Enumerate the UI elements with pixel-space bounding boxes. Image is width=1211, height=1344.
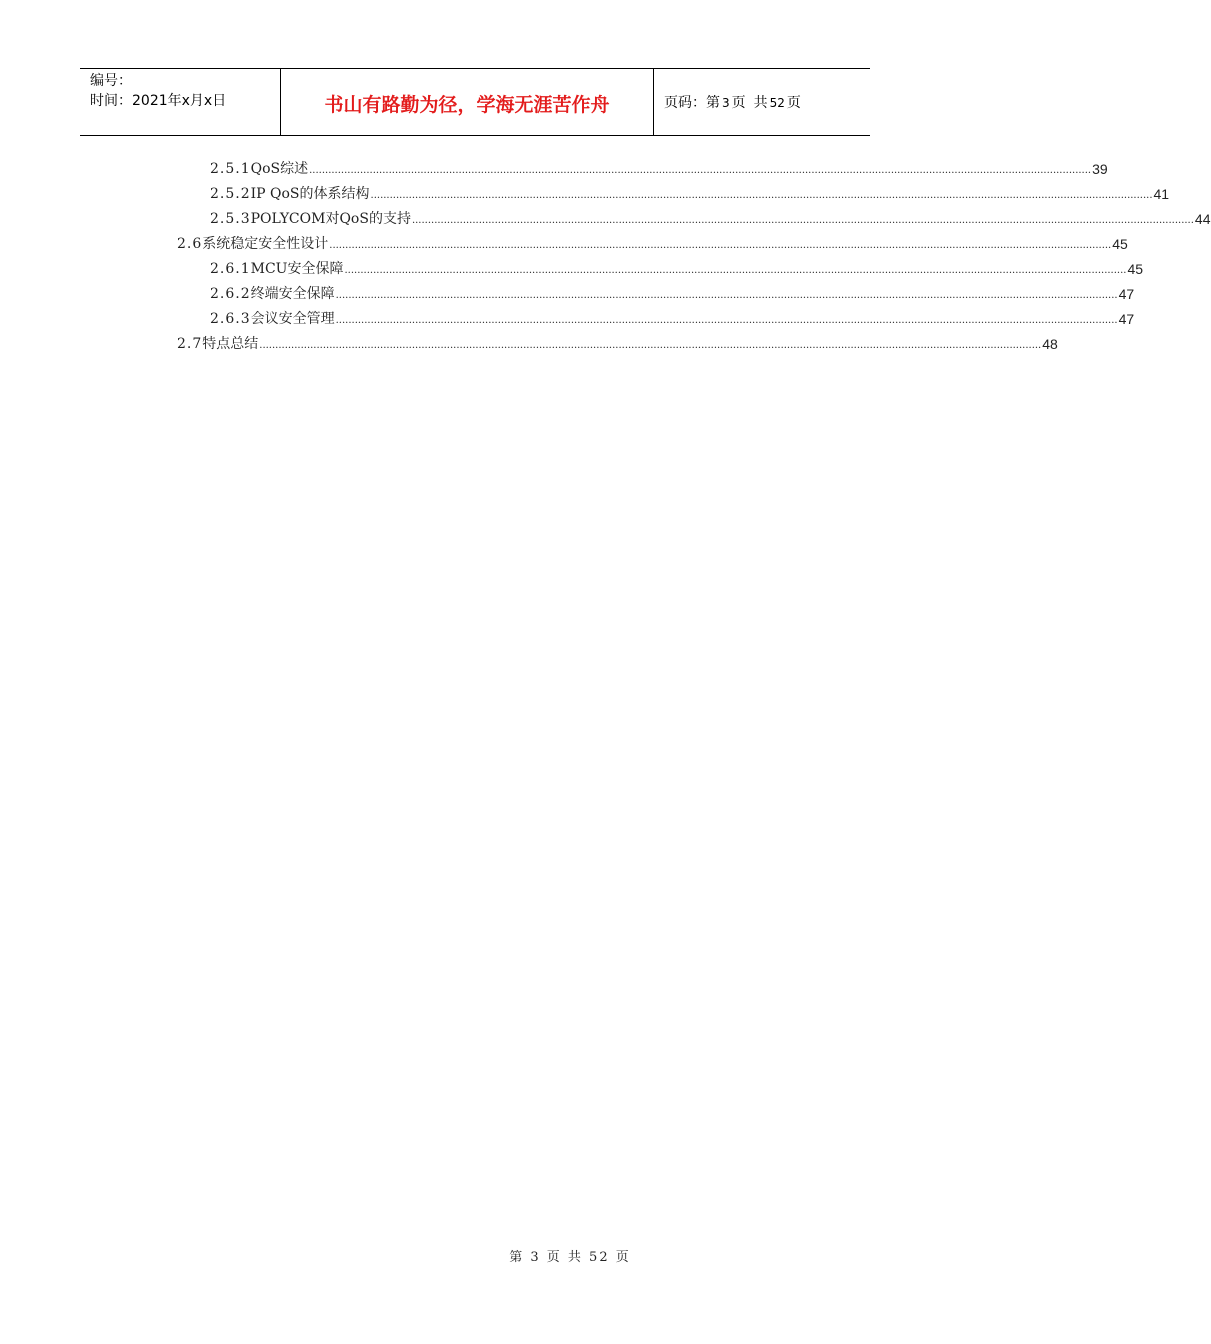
toc-page: 45 bbox=[1127, 261, 1144, 277]
toc-title: POLYCOM对QoS的支持 bbox=[250, 211, 411, 227]
toc-page: 47 bbox=[1118, 311, 1135, 327]
header-page-cell bbox=[654, 69, 870, 135]
toc-leader: ...................................................................................................................................................................................................................................................... bbox=[370, 190, 1153, 201]
toc-entry[interactable] bbox=[210, 183, 1170, 205]
toc-leader: ...................................................................................................................................................................................................................................................... bbox=[335, 315, 1118, 326]
toc-leader: ...................................................................................................................................................................................................................................................... bbox=[309, 165, 1092, 176]
toc-entry[interactable] bbox=[210, 283, 1135, 305]
toc-entry[interactable] bbox=[210, 308, 1135, 330]
toc-page: 41 bbox=[1153, 186, 1170, 202]
toc-page: 39 bbox=[1092, 161, 1108, 177]
toc-page: 47 bbox=[1118, 286, 1135, 302]
toc-entry[interactable] bbox=[177, 333, 1058, 355]
header-motto-cell bbox=[281, 69, 654, 135]
toc-title: 会议安全管理 bbox=[250, 311, 335, 327]
toc-title: IP QoS的体系结构 bbox=[250, 186, 370, 202]
page-suffix: 页 bbox=[786, 95, 801, 111]
toc-title: 终端安全保障 bbox=[250, 286, 335, 302]
toc-leader: ...................................................................................................................................................................................................................................................... bbox=[259, 340, 1042, 351]
toc-number: 2.6 bbox=[177, 236, 203, 252]
toc-leader: ...................................................................................................................................................................................................................................................... bbox=[344, 265, 1127, 276]
toc-number: 2.7 bbox=[177, 336, 203, 352]
toc-number: 2.6.2 bbox=[210, 286, 251, 302]
toc-number: 2.5.3 bbox=[210, 211, 251, 227]
date-label: 时间：2021年x月x日 bbox=[90, 93, 227, 109]
toc-page: 44 bbox=[1194, 211, 1211, 227]
toc-number: 2.5.2 bbox=[210, 186, 251, 202]
toc-number: 2.5.1 bbox=[210, 161, 251, 177]
page-total: 52 bbox=[769, 96, 785, 110]
toc-entry[interactable] bbox=[177, 233, 1128, 255]
page-number-indicator bbox=[664, 92, 870, 112]
page-current: 3 bbox=[722, 96, 730, 110]
page-footer: 第 3 页 共 52 页 bbox=[509, 1250, 631, 1265]
toc-entry[interactable] bbox=[210, 258, 1144, 280]
toc-number: 2.6.3 bbox=[210, 311, 251, 327]
toc-title: MCU安全保障 bbox=[250, 261, 344, 277]
page-header bbox=[80, 68, 870, 136]
toc-title: 系统稳定安全性设计 bbox=[202, 236, 329, 252]
toc-page: 45 bbox=[1112, 236, 1128, 252]
page-total-prefix: 共 bbox=[753, 95, 768, 111]
toc-leader: ...................................................................................................................................................................................................................................................... bbox=[411, 215, 1194, 226]
toc-number: 2.6.1 bbox=[210, 261, 251, 277]
toc-leader: ...................................................................................................................................................................................................................................................... bbox=[335, 290, 1118, 301]
toc-entry[interactable] bbox=[210, 158, 1108, 180]
motto-text: 书山有路勤为径，学海无涯苦作舟 bbox=[324, 93, 610, 116]
toc-page: 48 bbox=[1042, 336, 1058, 352]
toc-title: QoS综述 bbox=[250, 161, 309, 177]
toc-leader: ...................................................................................................................................................................................................................................................... bbox=[329, 240, 1112, 251]
page-mid: 页 bbox=[731, 95, 746, 111]
toc-entry[interactable] bbox=[210, 208, 1211, 230]
header-meta-cell bbox=[80, 69, 281, 135]
toc-title: 特点总结 bbox=[202, 336, 259, 352]
code-label: 编号： bbox=[90, 73, 132, 89]
page-prefix: 页码：第 bbox=[664, 95, 720, 111]
